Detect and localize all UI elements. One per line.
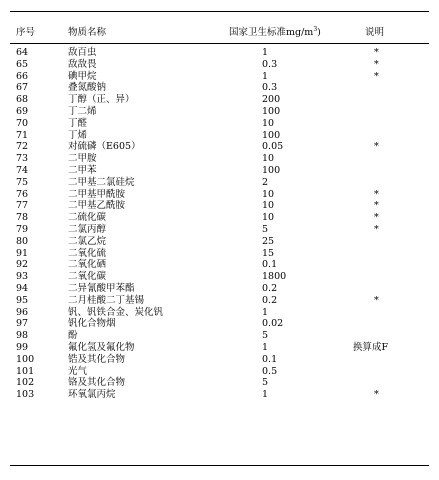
cell-no: 71 [16,129,29,141]
cell-name: 敌百虫 [68,47,97,58]
header-no: 序号 [16,27,36,38]
cell-no: 70 [16,117,29,129]
table-row [10,283,429,295]
cell-name: 钒、钒铁合金、炭化钒 [68,306,164,318]
cell-standard: 5 [262,330,269,342]
cell-note: * [374,223,379,235]
cell-standard: 0.1 [262,353,278,365]
cell-standard: 2 [262,176,269,188]
cell-no: 101 [16,365,35,377]
cell-name: 丁醛 [68,117,88,129]
table-row [10,389,429,401]
cell-name: 环氧氯丙烷 [68,389,116,401]
cell-no: 66 [16,70,29,82]
table-row [10,118,429,130]
table-row [10,47,429,59]
cell-name: 对硫磷（E605） [68,141,141,153]
cell-standard: 0.2 [262,294,278,306]
cell-no: 95 [16,294,29,306]
cell-no: 77 [16,200,29,212]
cell-standard: 0.3 [262,82,278,94]
cell-note: 换算成F [353,341,389,353]
cell-name: 碘甲烷 [68,70,97,82]
header-note: 说明 [365,27,385,38]
cell-standard: 5 [262,377,269,389]
cell-name: 二甲基乙酰胺 [68,200,126,212]
header-name: 物质名称 [68,27,107,38]
table-row [10,200,429,212]
table-row [10,366,429,378]
cell-name: 二甲胺 [68,153,97,165]
cell-name: 锆及其化合物 [68,353,126,365]
cell-name: 二氧化硫 [68,247,107,259]
cell-standard: 15 [262,247,275,259]
cell-standard: 10 [262,188,275,200]
cell-no: 91 [16,247,29,259]
cell-note: * [374,294,379,306]
cell-standard: 10 [262,153,275,165]
cell-note: * [374,212,379,224]
cell-name: 丁烯 [68,129,88,141]
cell-name: 二氯丙醇 [68,223,107,235]
table-row [10,236,429,248]
cell-standard: 0.3 [262,58,278,70]
cell-standard: 10 [262,200,275,212]
table-row [10,354,429,366]
table-row [10,224,429,236]
cell-no: 76 [16,188,29,200]
cell-standard: 0.05 [262,141,284,153]
table-row [10,153,429,165]
cell-note: * [374,58,379,70]
cell-standard: 5 [262,223,269,235]
table-row [10,82,429,94]
cell-no: 97 [16,318,29,330]
table-row [10,295,429,307]
cell-note: * [374,141,379,153]
cell-note: * [374,389,379,401]
cell-name: 二硫化碳 [68,212,107,224]
cell-standard: 0.1 [262,259,278,271]
cell-name: 二氧化硒 [68,259,107,271]
cell-no: 64 [16,47,29,58]
cell-no: 103 [16,389,35,401]
cell-no: 92 [16,259,29,271]
cell-no: 72 [16,141,29,153]
cell-no: 67 [16,82,29,94]
cell-no: 68 [16,94,29,106]
cell-no: 78 [16,212,29,224]
cell-name: 叠氮酸钠 [68,82,107,94]
table-row [10,94,429,106]
cell-standard: 100 [262,129,281,141]
cell-name: 二甲基甲酰胺 [68,188,126,200]
cell-no: 102 [16,377,35,389]
header-standard: 国家卫生标准$mg/m^3$) [229,25,321,38]
table-row [10,71,429,83]
table-row [10,130,429,142]
cell-no: 94 [16,282,29,294]
table-row [10,342,429,354]
table-row [10,189,429,201]
table-row [10,248,429,260]
cell-no: 80 [16,235,29,247]
cell-no: 65 [16,58,29,70]
cell-standard: 1 [262,47,269,58]
table-row [10,141,429,153]
cell-standard: 1 [262,70,269,82]
cell-standard: 100 [262,105,281,117]
cell-no: 98 [16,330,29,342]
table-row [10,59,429,71]
cell-name: 二甲苯 [68,164,97,176]
cell-no: 93 [16,271,29,283]
cell-name: 二异氰酸甲苯酯 [68,282,135,294]
cell-note: * [374,47,379,58]
cell-standard: 10 [262,212,275,224]
cell-no: 69 [16,105,29,117]
cell-standard: 1 [262,389,269,401]
substance-table [10,11,429,466]
cell-standard: 0.5 [262,365,278,377]
cell-no: 100 [16,353,35,365]
cell-standard: 0.2 [262,282,278,294]
cell-name: 二月桂酸二丁基锡 [68,294,145,306]
table-row [10,318,429,330]
cell-standard: 100 [262,164,281,176]
cell-name: 二氧化碳 [68,271,107,283]
table-row [10,177,429,189]
cell-standard: 1 [262,306,269,318]
cell-name: 敌敌畏 [68,58,97,70]
cell-standard: 0.02 [262,318,284,330]
table-body [10,47,429,401]
cell-note: * [374,188,379,200]
cell-no: 79 [16,223,29,235]
cell-no: 96 [16,306,29,318]
table-row [10,106,429,118]
cell-name: 氟化氢及氟化物 [68,341,135,353]
cell-name: 丁二烯 [68,105,97,117]
cell-name: 酚 [68,330,78,342]
cell-name: 铬及其化合物 [68,377,126,389]
table-header [10,12,429,44]
cell-standard: 10 [262,117,275,129]
cell-name: 二氯乙烷 [68,235,107,247]
table-row [10,330,429,342]
cell-standard: 1 [262,341,269,353]
table-row [10,377,429,389]
cell-standard: 200 [262,94,281,106]
table-row [10,271,429,283]
cell-standard: 25 [262,235,275,247]
table-row [10,307,429,319]
cell-name: 二甲基二氯硅烷 [68,176,135,188]
table-row [10,165,429,177]
cell-name: 丁醇（正、异） [68,94,135,106]
cell-no: 75 [16,176,29,188]
table-row [10,259,429,271]
cell-no: 73 [16,153,29,165]
cell-standard: 1800 [262,271,287,283]
cell-name: 钒化合物烟 [68,318,116,330]
cell-name: 光气 [68,365,88,377]
cell-no: 74 [16,164,29,176]
cell-note: * [374,70,379,82]
cell-no: 99 [16,341,29,353]
table-row [10,212,429,224]
cell-note: * [374,200,379,212]
